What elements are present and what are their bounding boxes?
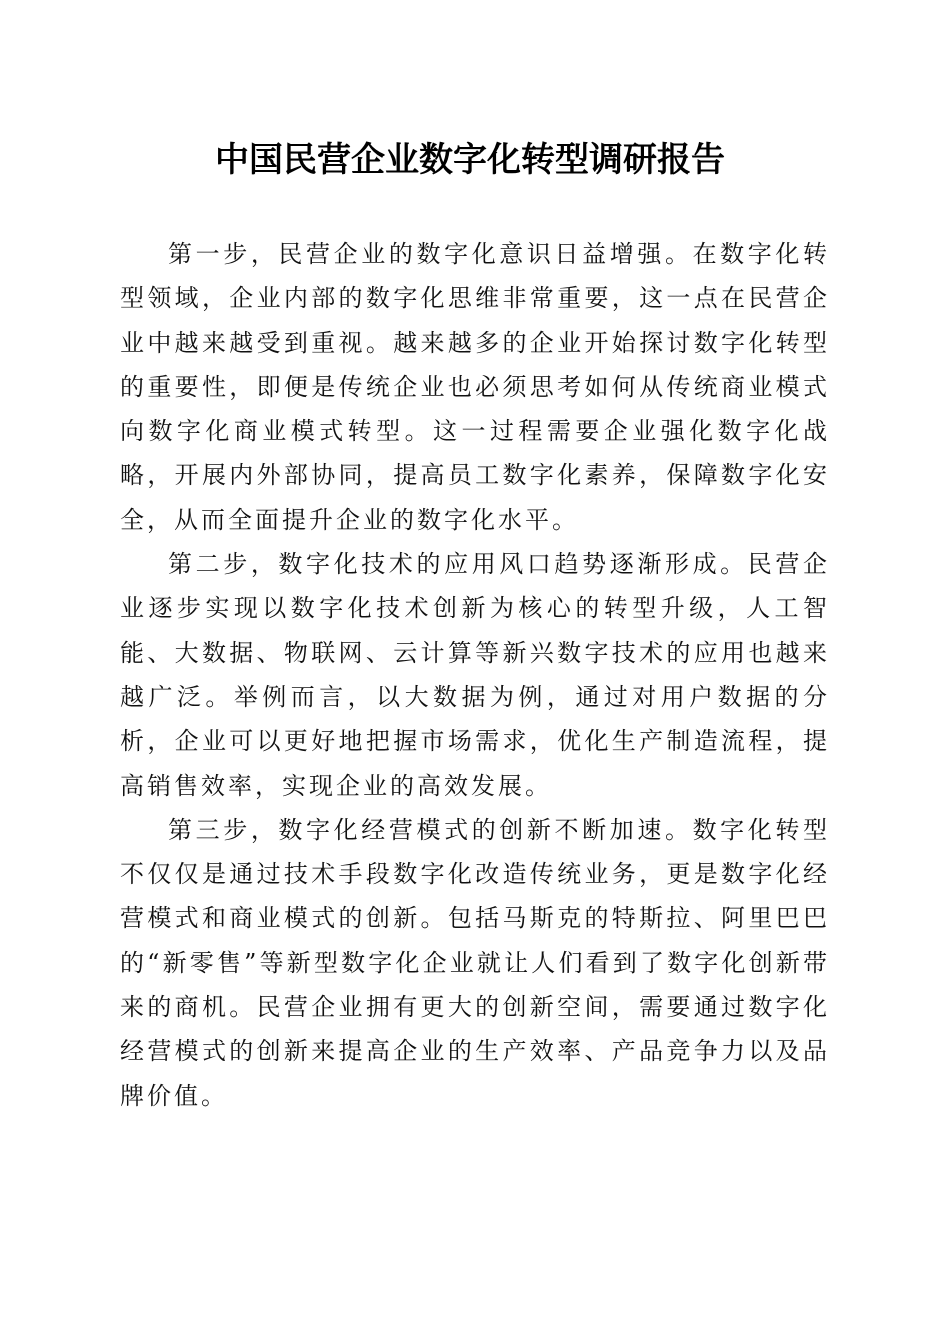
paragraph-step-two: 第二步，数字化技术的应用风口趋势逐渐形成。民营企业逐步实现以数字化技术创新为核心的转型升级，人工智能、大数据、物联网、云计算等新兴数字技术的应用也越来越广泛。举例而言，以大数据为例，通过对用户数据的分析，企业可以更好地把握市场需求，优化生产制造流程，提高销售效率，实现企业的高效发展。 [120,550,830,800]
paragraph-step-three: 第三步，数字化经营模式的创新不断加速。数字化转型不仅仅是通过技术手段数字化改造传统业务，更是数字化经营模式和商业模式的创新。包括马斯克的特斯拉、阿里巴巴的“新零售”等新型数字化企业就让人们看到了数字化创新带来的商机。民营企业拥有更大的创新空间，需要通过数字化经营模式的创新来提高企业的生产效率、产品竞争力以及品牌价值。 [120,815,830,1110]
document-body [120,232,830,1118]
paragraph-step-one: 第一步，民营企业的数字化意识日益增强。在数字化转型领域，企业内部的数字化思维非常重要，这一点在民营企业中越来越受到重视。越来越多的企业开始探讨数字化转型的重要性，即便是传统企业也必须思考如何从传统商业模式向数字化商业模式转型。这一过程需要企业强化数字化战略，开展内外部协同，提高员工数字化素养，保障数字化安全，从而全面提升企业的数字化水平。 [120,240,830,534]
document-title: 中国民营企业数字化转型调研报告 [215,140,725,180]
